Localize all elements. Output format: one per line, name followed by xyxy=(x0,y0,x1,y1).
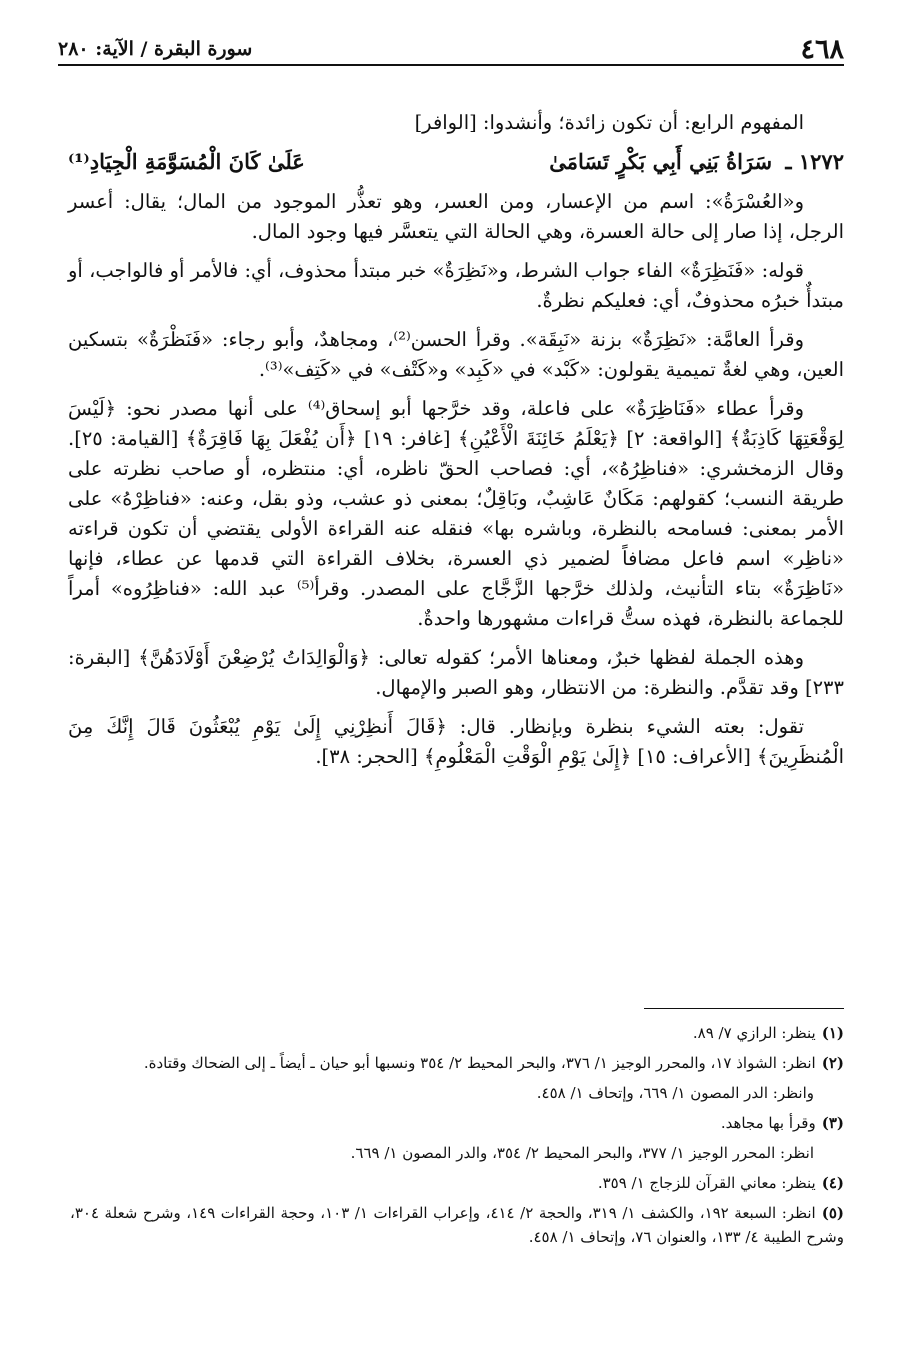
footnote-2-continued: وانظر: الدر المصون ١/ ٦٦٩، وإتحاف ١/ ٤٥٨. xyxy=(536,1084,814,1102)
page-number: ٤٦٨ xyxy=(800,34,844,65)
footnote-text: انظر: الشواذ ١٧، والمحرر الوجيز ١/ ٣٧٦، والبحر المحيط ٢/ ٣٥٤ ونسبها أبو حيان ـ أيضاً ـ إلى الضحاك وقتادة. xyxy=(143,1054,816,1072)
footnote-1 xyxy=(70,1021,844,1045)
footnote-separator xyxy=(644,1008,844,1009)
footnote-text: ينظر: الرازي ٧/ ٨٩. xyxy=(692,1024,816,1042)
paragraph-5: وقرأ عطاء «فَنَاظِرَةٌ» على فاعلة، وقد خرَّجها أبو إسحاق⁽⁴⁾ على أنها مصدر نحو: ﴿لَيْسَ لِوَقْعَتِهَا كَاذِبَةٌ﴾ [الواقعة: ٢] ﴿يَعْلَمُ خَائِنَةَ الْأَعْيُنِ﴾ [غافر: ١٩] ﴿أَن يُفْعَلَ بِهَا فَاقِرَةٌ﴾ [القيامة: ٢٥]. وقال الزمخشري: «فناظِرُهُ»، أي: فصاحب الحقّ ناظره، أي: منتظره، أو صاحب نظرته على طريقة النسب؛ كقولهم: مَكَانٌ عَاشِبٌ، وبَاقِلٌ؛ بمعنى ذو عشب، وذو بقل، وعنه: «فناظِرْهُ» على الأمر بمعنى: فسامحه بالنظرة، وباشره بها» فنقله عنه القراءة الأولى يقتضي أن تكون قراءته «ناظِر» اسم فاعل مضافاً لضمير ذي العسرة، بخلاف القراءة التي قدمها عن عطاء، فإنها «نَاظِرَةٌ» بتاء التأنيث، ولذلك خرَّجها الزَّجَّاج على المصدر. وقرأ⁽⁵⁾ عبد الله: «فناظِرُوه» أمراً للجماعة بالنظرة، فهذه ستُّ قراءات مشهورها واحدةٌ. xyxy=(68,397,845,630)
paragraph-1: المفهوم الرابع: أن تكون زائدة؛ وأنشدوا: [الوافر] xyxy=(414,111,804,134)
paragraph-6: وهذه الجملة لفظها خبرٌ، ومعناها الأمر؛ كقوله تعالى: ﴿وَالْوَالِدَاتُ يُرْضِعْنَ أَوْلَادَهُنَّ﴾ [البقرة: ٢٣٣] وقد تقدَّم. والنظرة: من الانتظار، وهو الصبر والإمهال. xyxy=(68,646,844,699)
footnote-number: (٤) xyxy=(821,1174,844,1192)
running-title: سورة البقرة / الآية: ٢٨٠ xyxy=(58,38,253,60)
header-rule xyxy=(58,64,844,66)
verse-hemistich-2: عَلَىٰ كَانَ الْمُسَوَّمَةِ الْجِيَادِ⁽¹⁾ xyxy=(68,149,305,174)
footnote-number: (٥) xyxy=(821,1204,845,1222)
footnote-text: ينظر: معاني القرآن للزجاج ١/ ٣٥٩. xyxy=(597,1174,816,1192)
footnote-3-continued: انظر: المحرر الوجيز ١/ ٣٧٧، والبحر المحيط ٢/ ٣٥٤، والدر المصون ١/ ٦٦٩. xyxy=(350,1144,814,1162)
footnote-number: (٢) xyxy=(821,1054,844,1072)
footnote-number: (١) xyxy=(821,1024,844,1042)
paragraph-7: تقول: بعته الشيء بنظرة وبإنظار. قال: ﴿قَالَ أَنظِرْنِي إِلَىٰ يَوْمِ يُبْعَثُونَ قَالَ إِنَّكَ مِنَ الْمُنظَرِينَ﴾ [الأعراف: ١٥] ﴿إِلَىٰ يَوْمِ الْوَقْتِ الْمَعْلُومِ﴾ [الحجر: ٣٨]. xyxy=(68,715,844,768)
poetry-verse xyxy=(68,147,844,177)
main-text xyxy=(68,108,844,781)
verse-first-half xyxy=(549,147,844,177)
paragraph-4: وقرأ العامَّة: «نَظِرَةٌ» بزنة «نَبِقَة». وقرأ الحسن⁽²⁾، ومجاهدٌ، وأبو رجاء: «فَنَظْرَةٌ» بتسكين العين، وهي لغةٌ تميمية يقولون: «كَبْد» في «كَبِد» و«كَتْف» في «كَتِف»⁽³⁾. xyxy=(68,328,844,381)
verse-hemistich-1: سَرَاةُ بَنِي أَبِي بَكْرٍ تَسَامَىٰ xyxy=(549,149,773,174)
footnote-text: وقرأ بها مجاهد. xyxy=(720,1114,816,1132)
verse-number: ١٢٧٢ ـ xyxy=(785,149,844,174)
footnote-text: انظر: السبعة ١٩٢، والكشف ١/ ٣١٩، والحجة ٢/ ٤١٤، وإعراب القراءات ١/ ١٠٣، وحجة القراءات ١٤٩، وشرح شعلة ٣٠٤، وشرح الطيبة ٤/ ١٣٣، والعنوان ٧٦، وإتحاف ١/ ٤٥٨. xyxy=(70,1204,844,1246)
page-header xyxy=(58,34,844,68)
footnote-2 xyxy=(70,1051,844,1075)
paragraph-2: و«العُسْرَةُ»: اسم من الإعسار، ومن العسر، وهو تعذُّر الموجود من المال؛ يقال: أعسر الرجل، إذا صار إلى حالة العسرة، وهي الحالة التي يتعسَّر فيها وجود المال. xyxy=(68,190,844,243)
footnote-5 xyxy=(70,1201,844,1249)
footnote-4 xyxy=(70,1171,844,1195)
footnote-number: (٣) xyxy=(821,1114,844,1132)
footnotes xyxy=(70,1008,844,1255)
paragraph-3: قوله: «فَنَظِرَةٌ» الفاء جواب الشرط، و«نَظِرَةٌ» خبر مبتدأ محذوف، أي: فالأمر أو فالواجب، أو مبتدأٌ خبرُه محذوفٌ، أي: فعليكم نظرةٌ. xyxy=(68,259,844,312)
footnote-3 xyxy=(70,1111,844,1135)
